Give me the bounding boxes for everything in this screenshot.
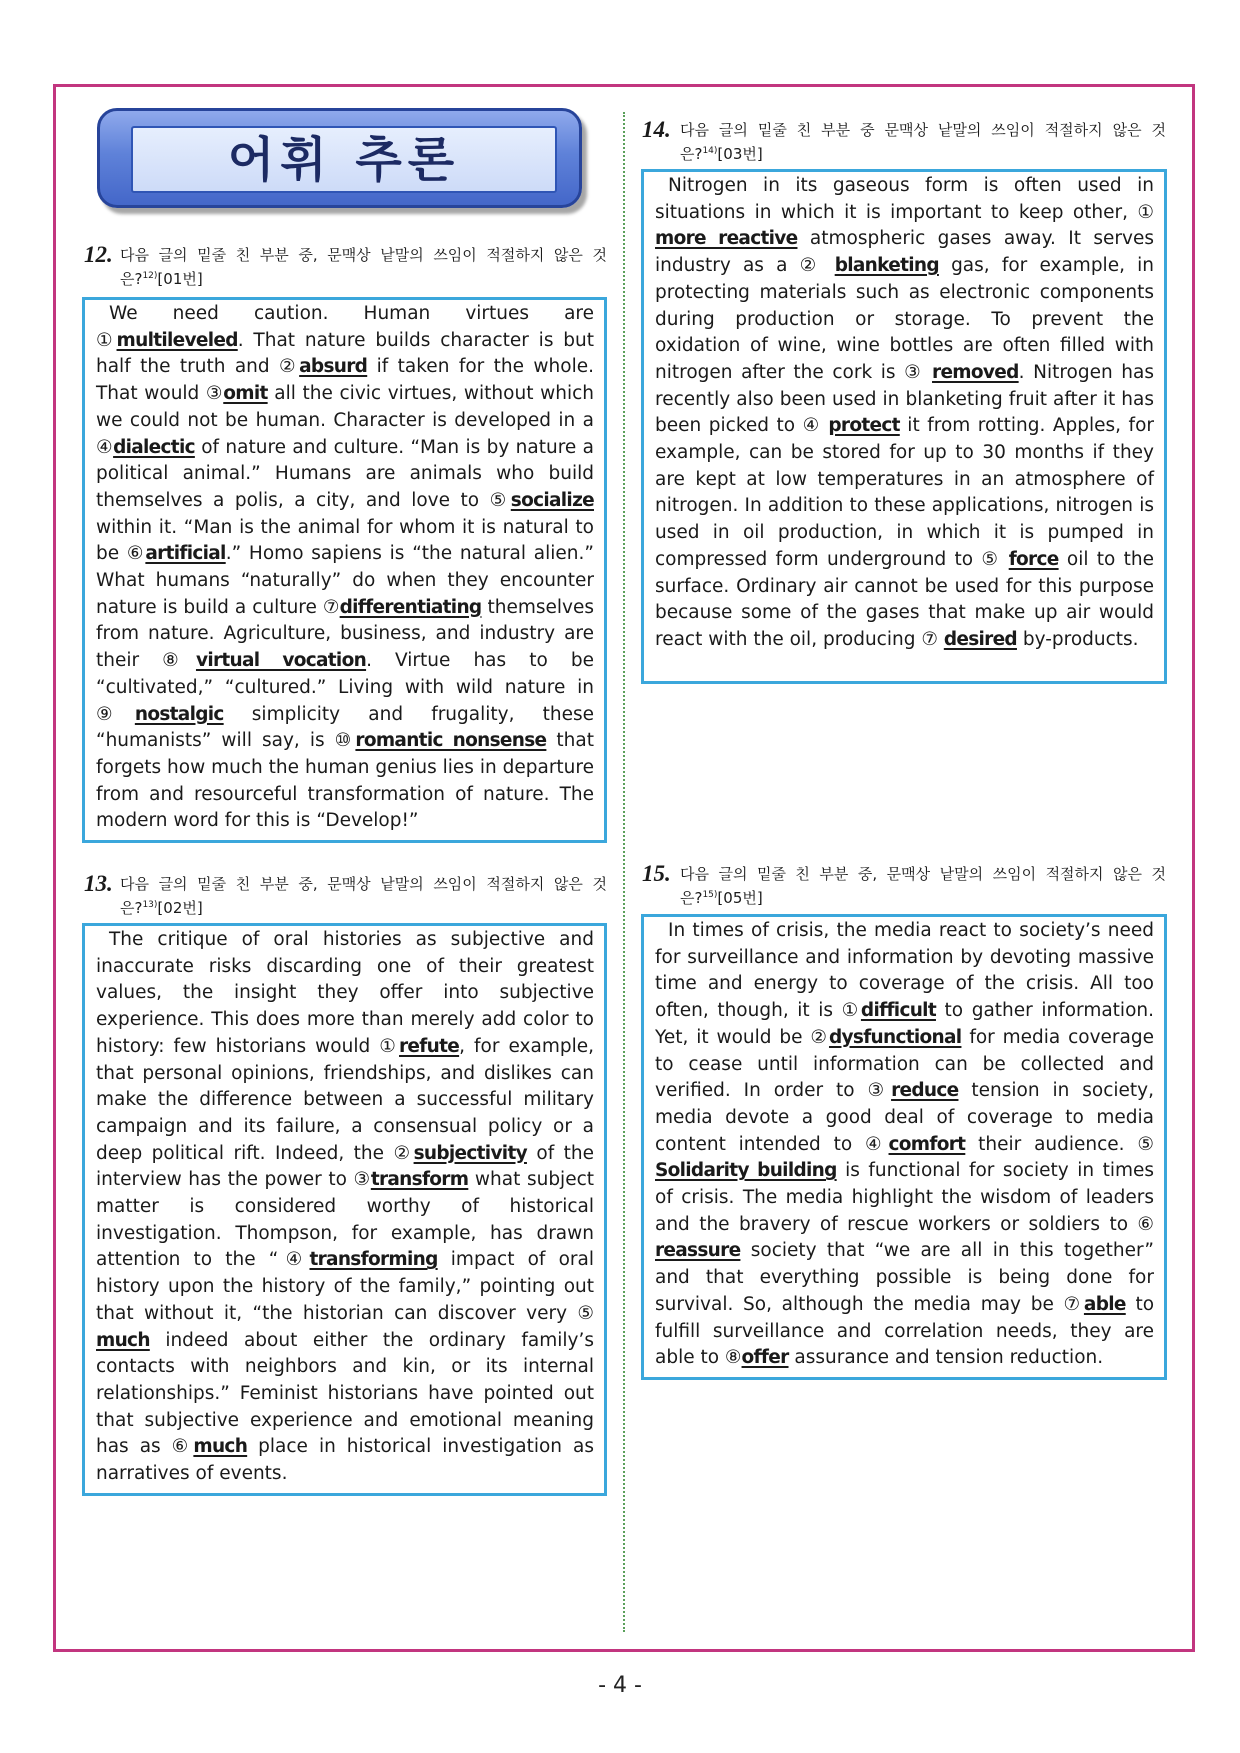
underlined-choice: absurd <box>299 356 368 378</box>
question-15-passage <box>641 914 1167 1380</box>
passage-text: that forgets how much the human genius lies in departure from and resourceful transformation of nature. The modern word for this is “Develop!” <box>96 730 595 832</box>
prompt-line-2 <box>120 896 607 920</box>
passage-text: by-products. <box>1016 628 1139 650</box>
passage-text: impact of oral history upon the history of the family,” pointing out that without it, “the historian can discover very ⑤ <box>96 1249 594 1324</box>
passage-text: it from rotting. Apples, for example, can be stored for up to 30 months if they are kept at low temperatures in an atmosphere of nitrogen. In addition to these applications, nitrogen is used in oil production, in which it is pumped in compressed form underground to ⑤ <box>655 415 1154 570</box>
passage-text: to gather information. Yet, it would be ② <box>655 1000 1154 1048</box>
passage-text: themselves from nature. Agriculture, business, and industry are their ⑧ <box>96 596 594 672</box>
passage-text: indeed about either the ordinary family’s contacts with neighbors and kin, or its internal relationships.” Feminist historians have pointed out that subjective experience and emotional meaning has as ⑥ <box>96 1329 594 1458</box>
passage-text: within it. “Man is the animal for whom it is natural to be ⑥ <box>96 516 594 565</box>
question-prompt <box>120 243 607 291</box>
prompt-ending: 은? <box>120 270 143 288</box>
underlined-choice: able <box>1083 1293 1126 1315</box>
question-13-header <box>84 872 607 920</box>
underlined-choice: virtual vocation <box>195 650 367 672</box>
passage-text: place in historical investigation as narratives of events. <box>96 1436 594 1485</box>
passage-text: . Nitrogen has recently also been used in blanketing fruit after it has been picked to ④ <box>655 361 1154 437</box>
passage-text: oil to the surface. Ordinary air cannot be used for this purpose because some of the gases that make up air would react with the oil, producing ⑦ <box>655 548 1154 650</box>
question-prompt <box>680 118 1166 166</box>
passage-text: what subject matter is considered worthy of historical investigation. Thompson, for example, has drawn attention to the “④ <box>96 1169 595 1271</box>
passage-text: The critique of oral histories as subjective and inaccurate risks discarding one of their greatest values, the insight they offer into subjective experience. This does more than merely add color to history: few historians would ① <box>96 929 594 1057</box>
passage-text: . Virtue has to be “cultivated,” “cultured.” Living with wild nature in ⑨ <box>96 650 595 725</box>
question-12-passage <box>82 297 607 843</box>
passage-text: In times of crisis, the media react to society’s need for surveillance and information by devoting massive time and energy to coverage of the crisis. All too often, though, it is ① <box>655 920 1154 1022</box>
question-15-header <box>642 862 1166 910</box>
passage-text: all the civic virtues, without which we could not be human. Character is developed in a ④ <box>96 383 594 458</box>
prompt-line-2 <box>680 886 1166 910</box>
underlined-choice: transform <box>370 1169 469 1191</box>
underlined-choice: reassure <box>655 1240 741 1262</box>
underlined-choice: transforming <box>309 1249 438 1271</box>
prompt-footnote: 12) <box>142 271 158 281</box>
question-number: 12. <box>84 242 113 267</box>
prompt-footnote: 15) <box>702 890 718 900</box>
underlined-choice: artificial <box>145 543 226 565</box>
prompt-source: [01번] <box>157 270 203 288</box>
prompt-ending: 은? <box>680 145 703 163</box>
question-13-passage <box>82 923 607 1496</box>
passage-text: tension in society, media devote a good deal of coverage to media content intended to ④ <box>655 1080 1154 1155</box>
section-title: 어휘 추론 <box>227 131 461 188</box>
underlined-choice: blanketing <box>834 255 939 277</box>
underlined-choice: dysfunctional <box>828 1026 962 1048</box>
underlined-choice: much <box>193 1436 248 1458</box>
question-number: 14. <box>642 117 671 142</box>
passage-text: We need caution. Human virtues are ① <box>96 303 594 351</box>
underlined-choice: omit <box>223 383 268 405</box>
prompt-source: [03번] <box>717 145 763 163</box>
underlined-choice: refute <box>399 1035 460 1057</box>
passage-text: is functional for society in times of crisis. The media highlight the wisdom of leaders and the bravery of rescue workers or soldiers to ⑥ <box>655 1160 1154 1235</box>
passage-text: simplicity and frugality, these “humanists” will say, is ⑩ <box>96 703 594 752</box>
question-prompt <box>680 862 1166 910</box>
passage-text: society that “we are all in this together” and that everything possible is being done for survival. So, although the media may be ⑦ <box>655 1240 1154 1315</box>
passage-text: for media coverage to cease until information can be collected and verified. In order to ③ <box>655 1026 1155 1102</box>
underlined-choice: multileveled <box>116 329 238 351</box>
underlined-choice: romantic nonsense <box>355 730 547 752</box>
prompt-line: 다음 글의 밑줄 친 부분 중, 문맥상 낱말의 쓰임이 적절하지 않은 것 <box>120 246 607 264</box>
underlined-choice: nostalgic <box>134 703 224 725</box>
underlined-choice: more reactive <box>655 228 798 250</box>
underlined-choice: protect <box>828 415 900 437</box>
underlined-choice: much <box>96 1329 150 1351</box>
prompt-ending: 은? <box>120 899 143 917</box>
column-divider <box>623 112 625 1632</box>
underlined-choice: force <box>1008 548 1059 570</box>
underlined-choice: differentiating <box>339 596 482 618</box>
question-12-header <box>84 243 607 291</box>
question-number: 13. <box>84 871 113 896</box>
prompt-source: [02번] <box>157 899 203 917</box>
page-number: - 4 - <box>598 1673 642 1698</box>
question-prompt <box>120 872 607 920</box>
passage-text: .” Homo sapiens is “the natural alien.” What humans “naturally” do when they encounter nature is build a culture ⑦ <box>96 543 594 618</box>
passage-text: gas, for example, in protecting materials such as electronic components during production or storage. To prevent the oxidation of wine, wine bottles are often filled with nitrogen after the cork is ③ <box>655 255 1155 383</box>
passage-text: , for example, that personal opinions, friendships, and dislikes can make the difference between a successful military campaign and its failure, a consensual policy or a deep political rift. Indeed, the ② <box>96 1035 594 1164</box>
underlined-choice: dialectic <box>113 436 195 458</box>
prompt-line-2 <box>680 142 1166 166</box>
prompt-line: 다음 글의 밑줄 친 부분 중 문맥상 낱말의 쓰임이 적절하지 않은 것 <box>680 121 1166 139</box>
underlined-choice: removed <box>932 361 1019 383</box>
underlined-choice: comfort <box>888 1133 966 1155</box>
underlined-choice: offer <box>741 1347 789 1369</box>
prompt-line: 다음 글의 밑줄 친 부분 중, 문맥상 낱말의 쓰임이 적절하지 않은 것 <box>120 875 607 893</box>
prompt-footnote: 13) <box>142 900 158 910</box>
passage-text: of nature and culture. “Man is by nature a political animal.” Humans are animals who build themselves a polis, a city, and love to ⑤ <box>96 436 594 511</box>
section-title-banner <box>97 108 582 208</box>
section-title-panel <box>131 126 557 193</box>
prompt-line-2 <box>120 267 607 291</box>
prompt-source: [05번] <box>717 889 763 907</box>
underlined-choice: socialize <box>510 489 594 511</box>
question-number: 15. <box>642 861 671 886</box>
underlined-choice: Solidarity building <box>655 1160 837 1182</box>
passage-text: to fulfill surveillance and correlation needs, they are able to ⑧ <box>655 1293 1155 1369</box>
passage-text: if taken for the whole. That would ③ <box>96 356 594 405</box>
passage-text: . That nature builds character is but half the truth and ② <box>96 329 594 378</box>
passage-text: assurance and tension reduction. <box>788 1347 1104 1369</box>
question-14-passage <box>641 169 1167 684</box>
question-14-header <box>642 118 1166 166</box>
underlined-choice: desired <box>943 628 1017 650</box>
underlined-choice: subjectivity <box>413 1142 527 1164</box>
underlined-choice: difficult <box>860 1000 936 1022</box>
passage-text: atmospheric gases away. It serves industry as a ② <box>655 228 1154 277</box>
prompt-footnote: 14) <box>702 146 718 156</box>
passage-text: Nitrogen in its gaseous form is often used in situations in which it is important to keep other, ① <box>655 175 1154 223</box>
underlined-choice: reduce <box>891 1080 959 1102</box>
prompt-ending: 은? <box>680 889 703 907</box>
passage-text: their audience. ⑤ <box>965 1133 1154 1155</box>
prompt-line: 다음 글의 밑줄 친 부분 중, 문맥상 낱말의 쓰임이 적절하지 않은 것 <box>680 865 1166 883</box>
passage-text: of the interview has the power to ③ <box>96 1142 594 1191</box>
